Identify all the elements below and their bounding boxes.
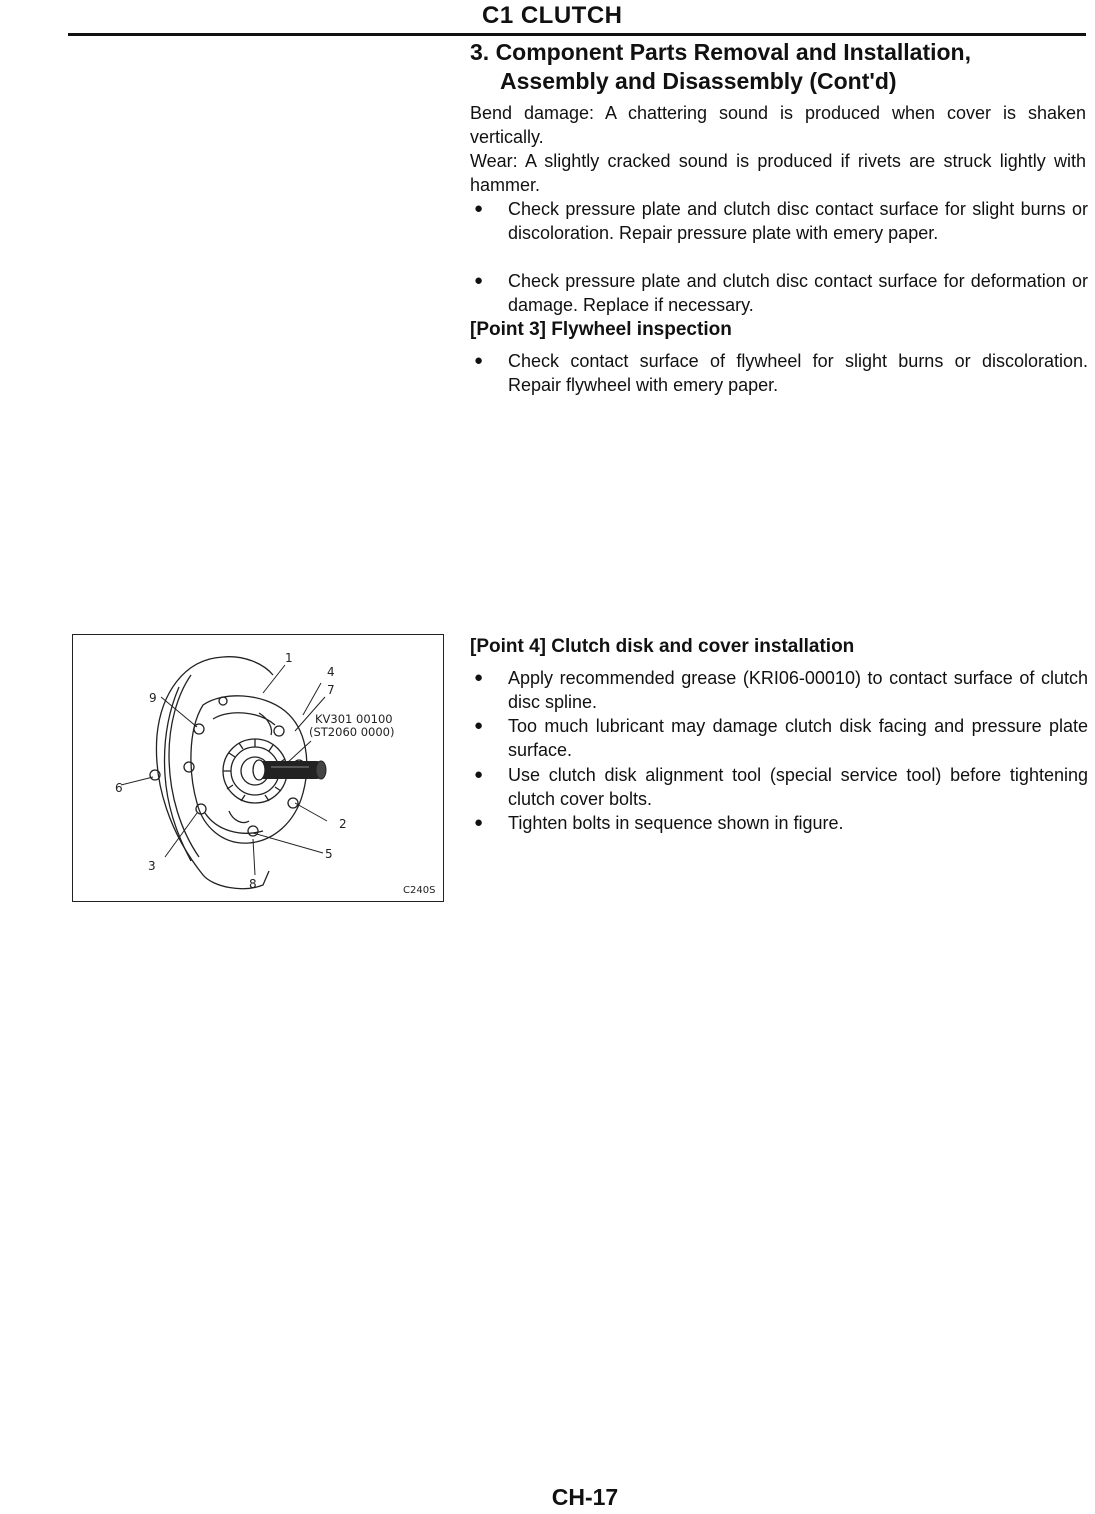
sequence-label: 2 [339, 817, 347, 831]
figure-code: C240S [403, 885, 436, 896]
bullet-dot-icon: ● [474, 717, 484, 734]
bend-damage-paragraph: Bend damage: A chattering sound is produced when cover is shaken vertically. [470, 103, 1086, 147]
bullet-item [470, 763, 1088, 811]
clutch-cover-figure [72, 634, 444, 902]
bullet-dot-icon: ● [474, 669, 484, 686]
sequence-label: 6 [115, 781, 123, 795]
bullet-dot-icon: ● [474, 766, 484, 783]
section-title-line-2: Assembly and Disassembly (Cont'd) [500, 68, 897, 94]
bullet-text: Too much lubricant may damage clutch disk facing and pressure plate surface. [508, 716, 1088, 760]
point-4-heading: [Point 4] Clutch disk and cover installation [470, 636, 855, 657]
point-3-heading: [Point 3] Flywheel inspection [470, 319, 732, 340]
bullet-dot-icon: ● [474, 200, 484, 217]
sequence-label: 4 [327, 665, 335, 679]
bullet-item [470, 197, 1088, 245]
bullet-item [470, 666, 1088, 714]
bullet-item [470, 811, 1088, 835]
bullet-text: Tighten bolts in sequence shown in figure. [508, 813, 844, 833]
bullet-item [470, 269, 1088, 317]
bullet-item [470, 714, 1088, 762]
bullet-text: Use clutch disk alignment tool (special service tool) before tightening clutch cover bolts. [508, 765, 1088, 809]
sequence-label: 9 [149, 691, 157, 705]
page-header-title: C1 CLUTCH [482, 2, 623, 29]
tool-number-label: KV301 00100 [315, 712, 393, 726]
sequence-label: 1 [285, 651, 293, 665]
sequence-label: 3 [148, 859, 156, 873]
tool-number-alt-label: (ST2060 0000) [309, 725, 395, 739]
bullet-text: Check pressure plate and clutch disc contact surface for slight burns or discoloration. Repair pressure plate with emery paper. [508, 199, 1088, 243]
bullet-dot-icon: ● [474, 814, 484, 831]
bullet-dot-icon: ● [474, 272, 484, 289]
bullet-text: Apply recommended grease (KRI06-00010) to contact surface of clutch disc spline. [508, 668, 1088, 712]
sequence-label: 5 [325, 847, 333, 861]
bullet-text: Check pressure plate and clutch disc contact surface for deformation or damage. Replace if necessary. [508, 271, 1088, 315]
bullet-text: Check contact surface of flywheel for slight burns or discoloration. Repair flywheel with emery paper. [508, 351, 1088, 395]
section-title-line-1: 3. Component Parts Removal and Installation, [470, 39, 971, 65]
header-rule [68, 33, 1086, 36]
section-title [470, 38, 1090, 96]
wear-paragraph: Wear: A slightly cracked sound is produced if rivets are struck lightly with hammer. [470, 151, 1086, 195]
page-number: CH-17 [551, 1484, 619, 1510]
clutch-cover-illustration [73, 635, 445, 903]
bullet-dot-icon: ● [474, 352, 484, 369]
sequence-label: 7 [327, 683, 335, 697]
bullet-item [470, 349, 1088, 397]
sequence-label: 8 [249, 877, 257, 891]
